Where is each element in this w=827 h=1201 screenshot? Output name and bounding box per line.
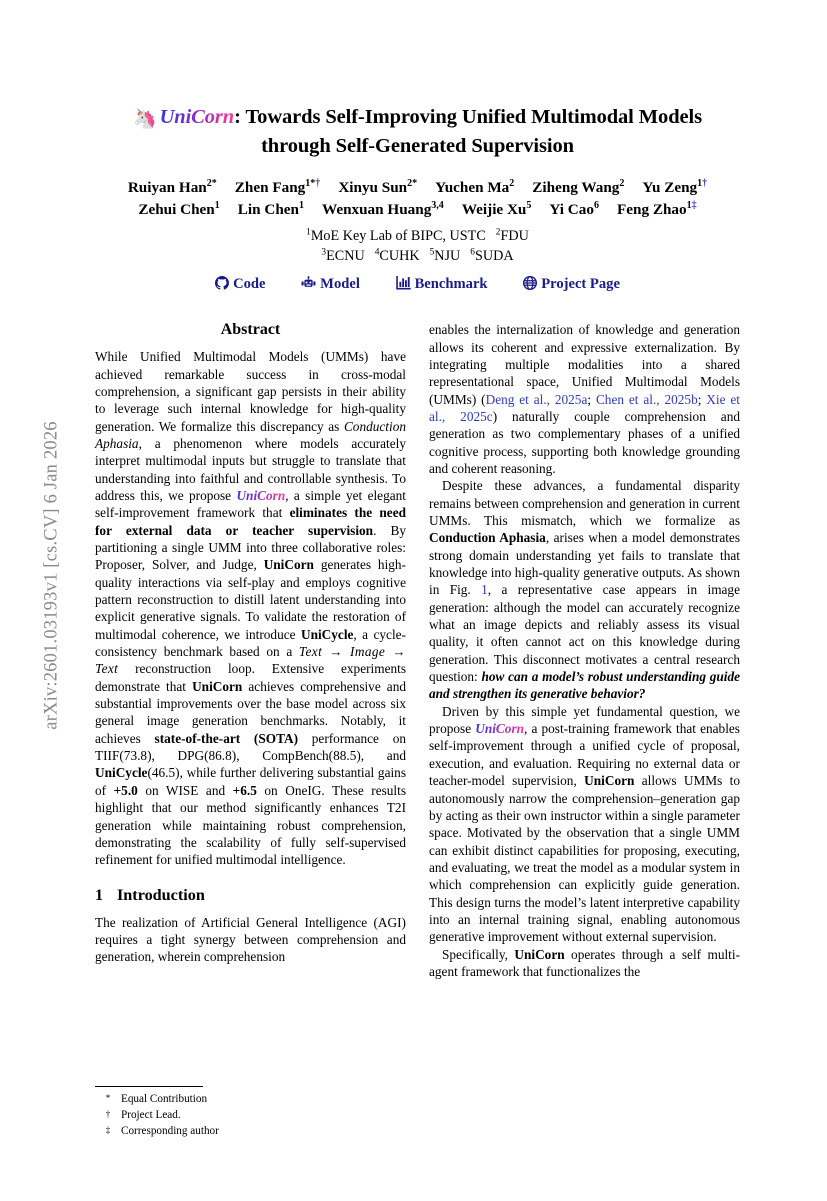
footnote-item xyxy=(95,1123,406,1139)
left-column xyxy=(95,321,406,1201)
globe-icon xyxy=(523,276,537,290)
link-model-label: Model xyxy=(320,276,360,293)
unicorn-emoji-icon: 🦄 xyxy=(133,109,157,130)
author-affiliation-marker: 2 xyxy=(509,178,515,190)
affiliation-item: $^6$SUDA xyxy=(470,247,514,265)
affiliation-index: 6 xyxy=(470,247,475,258)
affiliation-item: $^2$FDU xyxy=(495,227,529,245)
right-column xyxy=(429,321,740,1201)
github-icon xyxy=(215,276,229,290)
huggingface-robot-icon xyxy=(301,276,316,290)
author-name: Feng Zhao$^{1\ddagger}$ xyxy=(616,199,697,218)
affiliation-item: $^4$CUHK xyxy=(374,247,420,265)
footnote-text: Project Lead. xyxy=(121,1108,181,1121)
footnote-rule xyxy=(95,1086,203,1087)
affiliation-index: 3 xyxy=(321,247,327,258)
author-name: Lin Chen$^1$ xyxy=(237,199,304,218)
link-benchmark-label: Benchmark xyxy=(414,276,488,293)
author-affiliation-marker: 3,4 xyxy=(431,199,444,211)
author-affiliation-marker: 1 xyxy=(214,199,220,211)
affiliation-index: 5 xyxy=(429,247,435,258)
footnote-mark: * xyxy=(105,1092,111,1103)
section-title: Introduction xyxy=(117,885,205,904)
author-name: Weijie Xu$^5$ xyxy=(461,199,532,218)
citation-link[interactable]: Deng et al., 2025a xyxy=(485,391,588,407)
author-affiliation-marker: 6 xyxy=(593,199,599,211)
author-row-2 xyxy=(95,199,740,221)
citation-link[interactable]: 1 xyxy=(481,582,488,598)
affiliation-row-2 xyxy=(95,247,740,267)
brand-name-inline: UniCorn xyxy=(236,487,286,503)
citation-link[interactable]: Xie et al., 2025c xyxy=(429,391,740,424)
link-code[interactable] xyxy=(215,276,265,293)
brand-name-title: UniCorn xyxy=(159,106,235,128)
paper-page xyxy=(95,0,740,1170)
title-block xyxy=(95,0,740,159)
author-row-1 xyxy=(95,177,740,199)
affiliation-item: $^3$ECNU xyxy=(321,247,365,265)
section-heading-introduction xyxy=(95,886,406,905)
arxiv-stamp: arXiv:2601.03193v1 [cs.CV] 6 Jan 2026 xyxy=(41,421,62,730)
author-affiliation-marker: 1*† xyxy=(305,178,321,190)
affiliation-row-1 xyxy=(95,227,740,247)
footnote-mark: † xyxy=(105,1108,111,1119)
footnote-text: Equal Contribution xyxy=(121,1092,208,1105)
author-affiliation-marker: 2* xyxy=(407,178,418,190)
brand-name-inline: UniCorn xyxy=(475,721,525,737)
author-name: Zehui Chen$^1$ xyxy=(138,199,220,218)
author-name: Yi Cao$^6$ xyxy=(549,199,599,218)
footnotes xyxy=(95,1086,406,1140)
section-number: 1 xyxy=(95,885,104,904)
right-paragraph-4: Specifically, UniCorn operates through a self multi-agent framework that functionalizes the xyxy=(429,946,740,979)
affiliation-index: 4 xyxy=(374,247,380,258)
author-affiliation-marker: 5 xyxy=(526,199,532,211)
author-name: Wenxuan Huang$^{3,4}$ xyxy=(321,199,444,218)
abstract-heading: Abstract xyxy=(220,321,281,339)
affiliation-list xyxy=(95,227,740,267)
author-affiliation-marker: 1† xyxy=(697,178,708,190)
link-model[interactable] xyxy=(301,276,360,293)
title-line-2: through Self-Generated Supervision xyxy=(261,134,574,157)
affiliation-item: $^5$NJU xyxy=(429,247,461,265)
resource-links xyxy=(95,276,740,293)
link-project-page[interactable] xyxy=(523,276,620,293)
footnote-item xyxy=(95,1091,406,1107)
right-paragraph-2: Despite these advances, a fundamental disparity remains between comprehension and generation in current UMMs. This mismatch, which we formalize as Conduction Aphasia, arises when a model demonstrates strong domain understanding yet fails to translate that knowledge into high-quality generative outputs. As shown in Fig. 1, a representative case appears in image generation: although the model can accurately recognize what an image depicts and reliably assess its visual quality, it often cannot act on this knowledge during generation. This disconnect motivates a central research question: how can a model’s robust understanding guide and strengthen its generative behavior? xyxy=(429,478,741,702)
title-line-1-rest: : Towards Self-Improving Unified Multimodal Models xyxy=(234,106,702,128)
affiliation-index: 1 xyxy=(306,227,311,238)
author-name: Ruiyan Han$^{2*}$ xyxy=(127,178,217,197)
author-affiliation-marker: 1‡ xyxy=(686,199,697,211)
affiliation-index: 2 xyxy=(495,227,501,238)
author-name: Yu Zeng$^{1\dagger}$ xyxy=(642,178,708,197)
link-project-page-label: Project Page xyxy=(541,276,620,293)
page-title xyxy=(95,104,740,159)
footnote-mark: ‡ xyxy=(105,1125,111,1135)
author-name: Zhen Fang$^{1*\dagger}$ xyxy=(234,178,321,197)
footnote-text: Corresponding author xyxy=(121,1125,219,1137)
author-name: Yuchen Ma$^2$ xyxy=(435,178,515,197)
abstract-text: While Unified Multimodal Models (UMMs) have achieved remarkable success in cross-modal comprehension, a significant gap persists in their ability to leverage such internal knowledge for high-quality generation. We formalize this discrepancy as Conduction Aphasia, a phenomenon where models accurately interpret multimodal inputs but struggle to translate that understanding into faithful and controllable synthesis. To address this, we propose UniCorn, a simple yet elegant self-improvement framework that eliminates the need for external data or teacher supervision. By partitioning a single UMM into three collaborative roles: Proposer, Solver, and Judge, UniCorn generates high-quality interactions via self-play and employs cognitive pattern reconstruction to distill latent understanding into explicit generative signals. To validate the restoration of multimodal coherence, we introduce UniCycle, a cycle-consistency benchmark based on a Text → Image → Text reconstruction loop. Extensive experiments demonstrate that UniCorn achieves comprehensive and substantial improvements over the base model across six general image generation benchmarks. Notably, it achieves state-of-the-art (SOTA) performance on TIIF(73.8), DPG(86.8), CompBench(88.5), and UniCycle(46.5), while further delivering substantial gains of +5.0 on WISE and +6.5 on OneIG. These results highlight that our method significantly enhances T2I generation while maintaining robust comprehension, demonstrating the scalability of fully self-supervised refinement for unified multimodal intelligence. xyxy=(95,349,407,868)
author-name: Xinyu Sun$^{2*}$ xyxy=(338,178,418,197)
citation-link[interactable]: Chen et al., 2025b xyxy=(595,391,698,407)
author-affiliation-marker: 1 xyxy=(298,199,304,211)
author-affiliation-marker: 2 xyxy=(619,178,625,190)
link-benchmark[interactable] xyxy=(396,276,488,293)
author-list xyxy=(95,177,740,220)
link-code-label: Code xyxy=(233,276,266,293)
body-columns xyxy=(95,321,740,1201)
right-paragraph-1: enables the internalization of knowledge and generation allows its coherent and expressive externalization. By integrating multiple modalities into a shared representational space, Unified Multimodal Models (UMMs) (Deng et al., 2025a; Chen et al., 2025b; Xie et al., 2025c) naturally couple comprehension and generation as two complementary phases of a unified cognitive process, supporting both knowledge grounding and coherent reasoning. xyxy=(429,322,740,476)
footnote-item xyxy=(95,1107,406,1123)
intro-paragraph: The realization of Artificial General Intelligence (AGI) requires a tight synergy between comprehension and generation, wherein comprehension xyxy=(95,914,406,965)
benchmark-chart-icon xyxy=(396,276,411,290)
affiliation-item: $^1$MoE Key Lab of BIPC, USTC xyxy=(306,227,486,245)
right-paragraph-3: Driven by this simple yet fundamental question, we propose UniCorn, a post-training framework that enables self-improvement through a unified cycle of proposal, execution, and evaluation. Requiring no external data or teacher-model supervision, UniCorn allows UMMs to autonomously narrow the comprehension–generation gap by acting as their own instructor within a single parameter space. Motivated by the observation that a single UMM can exhibit distinct capabilities for proposing, executing, and evaluating, we treat the model as a modular system in which comprehension can explicitly guide generation. This design turns the model’s latent interpretive capability into an internal training signal, enabling autonomous generative improvement without external supervision. xyxy=(429,703,740,945)
author-name: Ziheng Wang$^2$ xyxy=(532,178,625,197)
author-affiliation-marker: 2* xyxy=(206,178,217,190)
